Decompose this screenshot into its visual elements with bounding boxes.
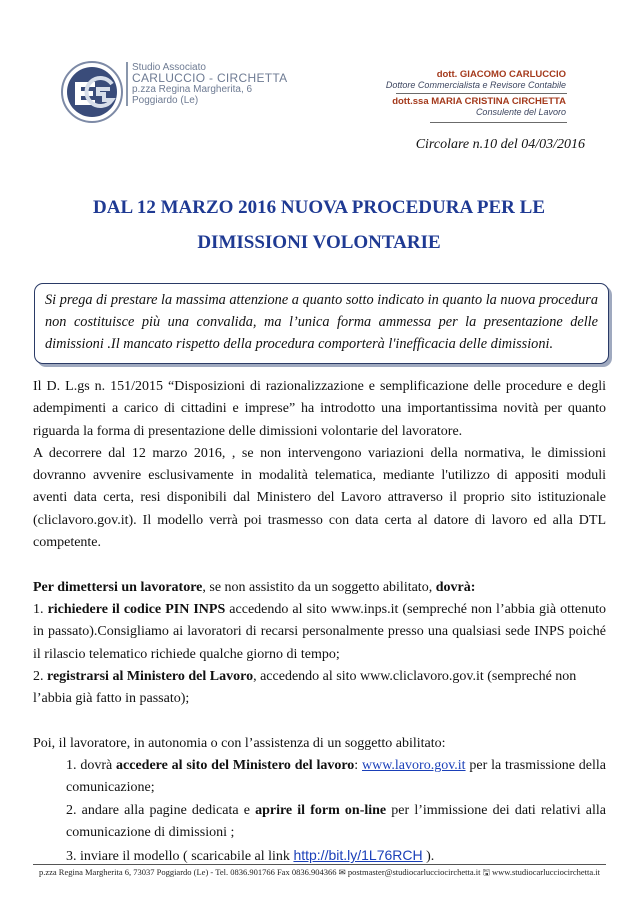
step-2 [33,666,606,711]
step-1 [33,599,606,666]
step-action: richiedere il codice PIN INPS [47,601,226,617]
divider [396,93,567,94]
warning-notice-box [34,283,609,364]
step-text: , accedendo al sito www.cliclavoro.gov.it (sempreché non l’abbia già fatto in passato); [33,668,577,707]
paragraph-decorrenza: A decorrere dal 12 marzo 2016, , se non intervengono variazioni della normativa, le dimissioni dovranno avvenire esclusivamente in modalità telematica, mediante l'utilizzo di appositi moduli aventi data certa, resi disponibili dal Ministero del Lavoro attraverso il proprio sito istituzionale (cliclavoro.gov.it). Il modello verrà poi trasmesso con data certa al datore di lavoro ed alla DTL competente. [33,445,606,551]
sub-step-1 [33,755,606,800]
sub-step-action: aprire il form on-line [255,802,387,818]
letterhead [0,0,638,130]
notice-text: Si prega di prestare la massima attenzione a quanto sotto indicato in quanto la nuova procedura non costituisce più una convalida, ma l’unica forma ammessa per la presentazione delle dimissioni .Il mancato rispetto della procedura comporterà l'inefficacia delle dimissioni. [45,292,598,352]
paragraph-dimettersi [33,577,606,599]
document-body [33,376,606,869]
studio-line-1: Studio Associato [132,62,206,73]
prof1-name: dott. GIACOMO CARLUCCIO [436,69,566,80]
footer-contacts: p.zza Regina Margherita 6, 73037 Poggiardo (Le) - Tel. 0836.901766 Fax 0836.904366 ✉ postmaster@studiocarlucciocirchetta.it 🖫 www.studiocarlucciocirchetta.it [38,867,601,877]
studio-line-2: CARLUCCIO - CIRCHETTA [132,71,288,85]
bold-text: dovrà: [435,579,476,595]
bold-text: Per dimettersi un lavoratore [33,579,203,595]
sub-step-action: accedere al sito del Ministero del lavoro [116,758,355,774]
sub-step-text: 2. andare alla pagine dedicata e [66,802,256,818]
step-action: registrarsi al Ministero del Lavoro [47,668,254,684]
studio-name-block [126,62,302,106]
sub-step-text: 1. dovrà [66,758,117,774]
step-text: accedendo al sito www.inps.it (sempreché non l’abbia già ottenuto in passato).Consigliamo ai lavoratori di recarsi personalmente presso una qualsiasi sede INPS poiché il rilascio telematico richiede qualche giorno di tempo; [33,601,607,662]
prof1-role: Dottore Commercialista e Revisore Contabile [385,80,566,90]
professional-1 [386,69,566,91]
divider [430,122,567,123]
studio-logo-icon [60,60,124,124]
bitly-link[interactable]: http://bit.ly/1L76RCH [293,847,423,864]
document-title-line-2: DIMISSIONI VOLONTARIE [197,232,441,253]
sub-step-text: ). [422,849,435,865]
prof2-role: Consulente del Lavoro [475,107,566,117]
step-number: 1. [33,601,48,617]
text: , se non assistito da un soggetto abilitato, [202,579,436,595]
document-title-line-1: DAL 12 MARZO 2016 NUOVA PROCEDURA PER LE [93,197,545,218]
sub-step-2 [33,800,606,845]
studio-line-4: Poggiardo (Le) [132,95,199,106]
lavoro-gov-link[interactable]: www.lavoro.gov.it [362,758,466,774]
prof2-name: dott.ssa MARIA CRISTINA CIRCHETTA [392,96,566,107]
sub-step-text: per l’immissione dei dati relativi alla comunicazione di dimissioni ; [66,802,606,840]
paragraph-poi: Poi, il lavoratore, in autonomia o con l’assistenza di un soggetto abilitato: [33,735,446,751]
professional-2 [392,96,566,118]
studio-line-3: p.zza Regina Margherita, 6 [132,84,253,95]
paragraph-intro: Il D. L.gs n. 151/2015 “Disposizioni di razionalizzazione e semplificazione delle procedure e degli adempimenti a carico di cittadini e imprese” ha introdotto una importantissima novità per quanto riguarda la forma di presentazione delle dimissioni volontarie del lavoratore. [33,379,606,439]
sub-step-text: : [354,758,362,774]
footer-divider [33,864,606,865]
circular-reference: Circolare n.10 del 04/03/2016 [415,137,585,152]
step-number: 2. [33,668,47,684]
sub-step-text: 3. inviare il modello ( scaricabile al link [66,849,294,865]
sub-step-text: per la trasmissione della comunicazione; [66,758,606,796]
